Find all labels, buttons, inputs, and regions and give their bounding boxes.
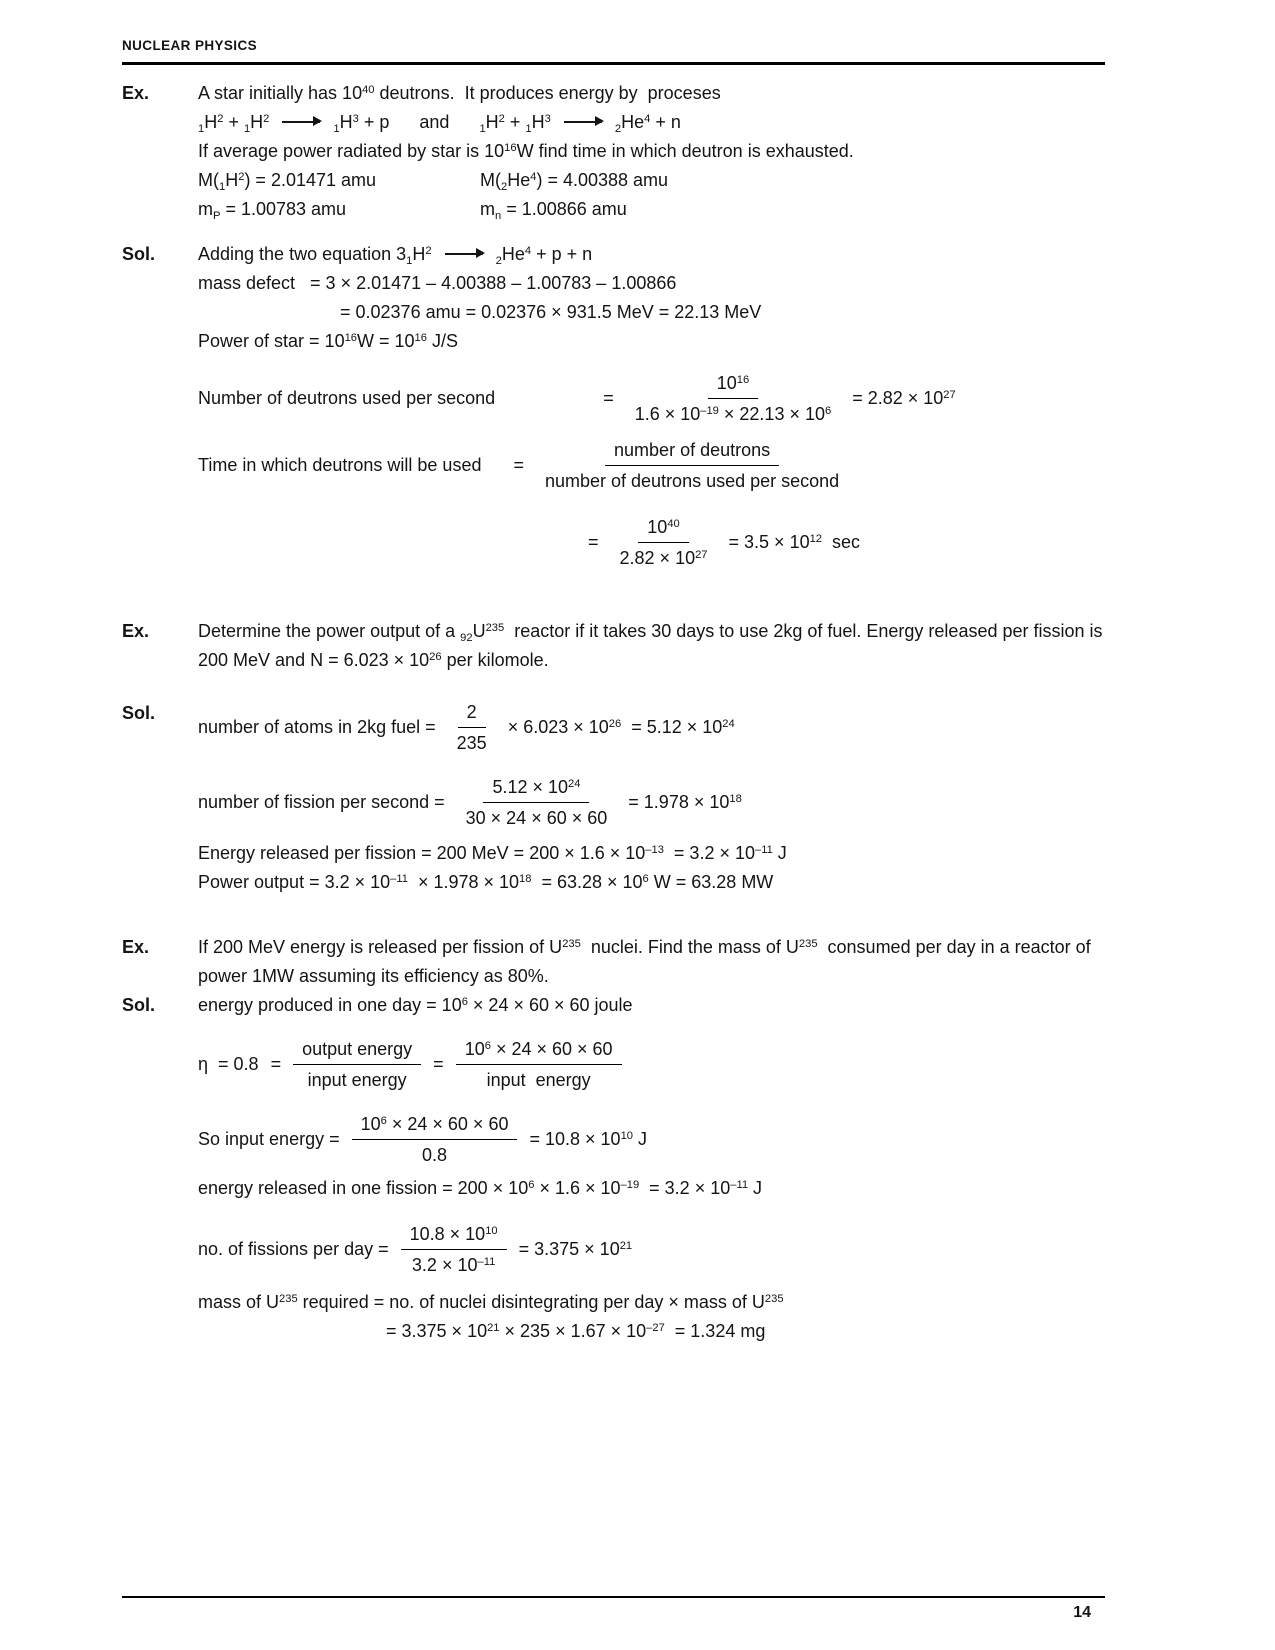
sol3-eta-lead: η = 0.8 [198,1054,259,1074]
sol2-fission-denominator: 30 × 24 × 60 × 60 [465,808,608,828]
sol3-fissions-equation [198,1221,1105,1278]
page-number: 14 [1073,1604,1091,1621]
sol1-final-result: = $3.5 \times 10^{12}$ sec [728,532,861,552]
sol1-time-lead: Time in which deutrons will be used [198,455,482,475]
sol3-efficiency-equation [198,1036,1105,1093]
sol1-rate-lead: Number of deutrons used per second [198,388,496,408]
ex1-mass-proton: $m_P = 1.00783$ amu [198,199,347,222]
sol1-rate-result: = $2.82 \times 10^{27}$ [852,388,956,408]
solution-2-row [122,699,1105,897]
example-3-block [122,933,1105,1346]
sol3-input-lead: So input energy = [198,1129,340,1149]
sol2-fission-fraction [457,774,617,831]
equals-sign: = [588,532,599,552]
sol2-atoms-result: × $6.023 \times 10^{26} = 5.12 \times 10^{24}$ [507,717,735,737]
sol2-fission-lead: number of fission per second = [198,792,445,812]
reaction-arrow-icon [564,121,602,123]
solution-2-block [122,699,1105,897]
example-2-block [122,617,1108,675]
sol3-input-energy-equation [198,1111,1105,1168]
sol1-mass-defect-line2: = 0.02376 amu = 0.02376 × 931.5 MeV = 22.13 MeV [340,302,762,322]
example-2-content [198,617,1108,675]
equals-sign: = [433,1054,444,1074]
sol3-eff2-denominator: input energy [486,1070,591,1090]
sol3-efficiency-fraction [293,1036,421,1093]
sol1-final-fraction [611,514,717,571]
ex3-statement: If 200 MeV energy is released per fission of $U^{235}$ nuclei. Find the mass of $U^{235}$ consumed per day in a reactor of power 1MW assuming its efficiency as 80%. [198,937,1096,986]
sol2-power-line: Power output = $3.2 \times 10^{-11} \times 1.978 \times 10^{18} = 63.28 \times 10^6$ W = 63.28 MW [198,872,774,892]
sol1-time-numerator: number of deutrons [605,437,779,466]
sol3-energy-day-line: energy produced in one day = $10^6 \times 24 \times 60 \times 60$ joule [198,995,633,1015]
sol1-mass-defect-line1: mass defect = 3 × 2.01471 – 4.00388 – 1.00783 – 1.00866 [198,273,677,293]
sol1-final-numerator: $10^{40}$ [638,514,688,543]
example-label: Ex. [122,937,150,957]
solution-1-content [198,240,1105,571]
page-footer [122,1596,1105,1622]
solution-3-row [122,991,1105,1346]
sol3-mass-line2: = $3.375 \times 10^{21} \times 235 \times 1.67 \times 10^{-27} = 1.324$ mg [386,1321,766,1341]
solution-3-content [198,991,1105,1346]
solution-label: Sol. [122,995,156,1015]
equals-sign: = [603,388,614,408]
sol1-final-denominator: $2.82 \times 10^{27}$ [619,548,708,568]
example-3-content [198,933,1105,991]
sol2-energy-line: Energy released per fission = 200 MeV = $200 \times 1.6 \times 10^{-13} = 3.2 \times 10^{-11}$ J [198,843,787,863]
sol1-rate-fraction [626,370,841,427]
sol3-eff-numerator: output energy [293,1036,421,1065]
reaction-arrow-icon [282,121,320,123]
sol3-fissions-lead: no. of fissions per day = [198,1239,389,1259]
sol2-atoms-fraction [448,699,496,756]
sol2-fission-result: = $1.978 \times 10^{18}$ [628,792,742,812]
sol3-mass-line1: mass of $U^{235}$ required = no. of nuclei disintegrating per day × mass of $U^{235}$ [198,1292,784,1312]
reaction-arrow-icon [445,253,483,255]
sol3-input-fraction [352,1111,518,1168]
example-2-row [122,617,1108,675]
sol1-time-denominator: number of deutrons used per second [544,471,840,491]
sol3-fissions-denominator: $3.2 \times 10^{-11}$ [411,1255,496,1275]
ex1-condition-line: If average power radiated by star is $10^{16}W$ find time in which deutron is exhausted. [198,141,854,161]
sol3-fission-energy-line: energy released in one fission = $200 \times 10^6 \times 1.6 \times 10^{-19} = 3.2 \times 10^{-11}$ J [198,1178,763,1198]
solution-1-block [122,240,1105,571]
solution-1-row [122,240,1105,571]
ex2-statement: Determine the power output of a $_{92}U^{235}$ reactor if it takes 30 days to use 2kg of fuel. Energy released per fission is 200 MeV and $N = 6.023 \times 10^{26}$ per kilomole. [198,621,1108,670]
equals-sign: = [513,455,524,475]
sol1-rate-denominator: $1.6 \times 10^{-19} \times 22.13 \times 10^6$ [634,404,832,424]
example-1-row [122,79,1105,224]
sol1-rate-equation [198,370,1105,427]
sol1-rate-numerator: $10^{16}$ [708,370,758,399]
sol3-input-result: = $10.8 \times 10^{10}$ J [529,1129,647,1149]
example-1-content [198,79,1105,224]
example-label: Ex. [122,621,150,641]
sol2-atoms-numerator: 2 [458,699,486,728]
sol3-eff2-numerator: $10^6 \times 24 \times 60 \times 60$ [456,1036,622,1065]
sol2-atoms-denominator: 235 [456,733,487,753]
page-header [122,30,1105,65]
solution-label: Sol. [122,244,156,264]
sol2-atoms-lead: number of atoms in 2kg fuel = [198,717,436,737]
ex1-mass-neutron: $m_n = 1.00866$ amu [480,199,627,222]
ex1-reactions-line: $_1H^2 + _1H^2$ $_1H^3 + p$ and $_1H^2 + _1H^3$ $_2He^4 + n$ [198,112,681,135]
sol3-fissions-numerator: $10.8 \times 10^{10}$ [401,1221,507,1250]
ex1-atomic-masses-line [198,166,1105,195]
sol1-combined-equation-line: Adding the two equation $3_1H^2$ $_2He^4 + p + n$ [198,244,593,267]
sol2-atoms-equation [198,699,1105,756]
sol2-fission-numerator: $5.12 \times 10^{24}$ [483,774,589,803]
sol1-final-equation [588,514,1105,571]
sol3-eff-denominator: input energy [307,1070,407,1090]
sol3-input-numerator: $10^6 \times 24 \times 60 \times 60$ [352,1111,518,1140]
solution-label: Sol. [122,703,156,723]
example-1-block [122,79,1105,224]
ex1-intro-line: A star initially has $10^{40}$ deutrons. It produces energy by proceses [198,83,721,103]
sol3-input-denominator: 0.8 [422,1145,448,1165]
sol3-efficiency-fraction-2 [456,1036,622,1093]
sol3-fissions-fraction [401,1221,507,1278]
sol1-time-equation [198,437,1105,494]
equals-sign: = [270,1054,282,1074]
ex1-mass-h2: $M(_1H^2) = 2.01471$ amu [198,170,377,193]
sol3-fissions-result: = $3.375 \times 10^{21}$ [518,1239,633,1259]
sol1-time-fraction [536,437,848,494]
sol2-fission-equation [198,774,1105,831]
example-label: Ex. [122,83,150,103]
solution-2-content [198,699,1105,897]
sol1-power-line: Power of star = $10^{16}W = 10^{16}$ J/S [198,331,458,351]
example-3-row [122,933,1105,991]
ex1-mass-he4: $M(_2He^4) = 4.00388$ amu [480,170,669,193]
ex1-nucleon-masses-line [198,195,1105,224]
page-header-title: NUCLEAR PHYSICS [122,38,258,53]
